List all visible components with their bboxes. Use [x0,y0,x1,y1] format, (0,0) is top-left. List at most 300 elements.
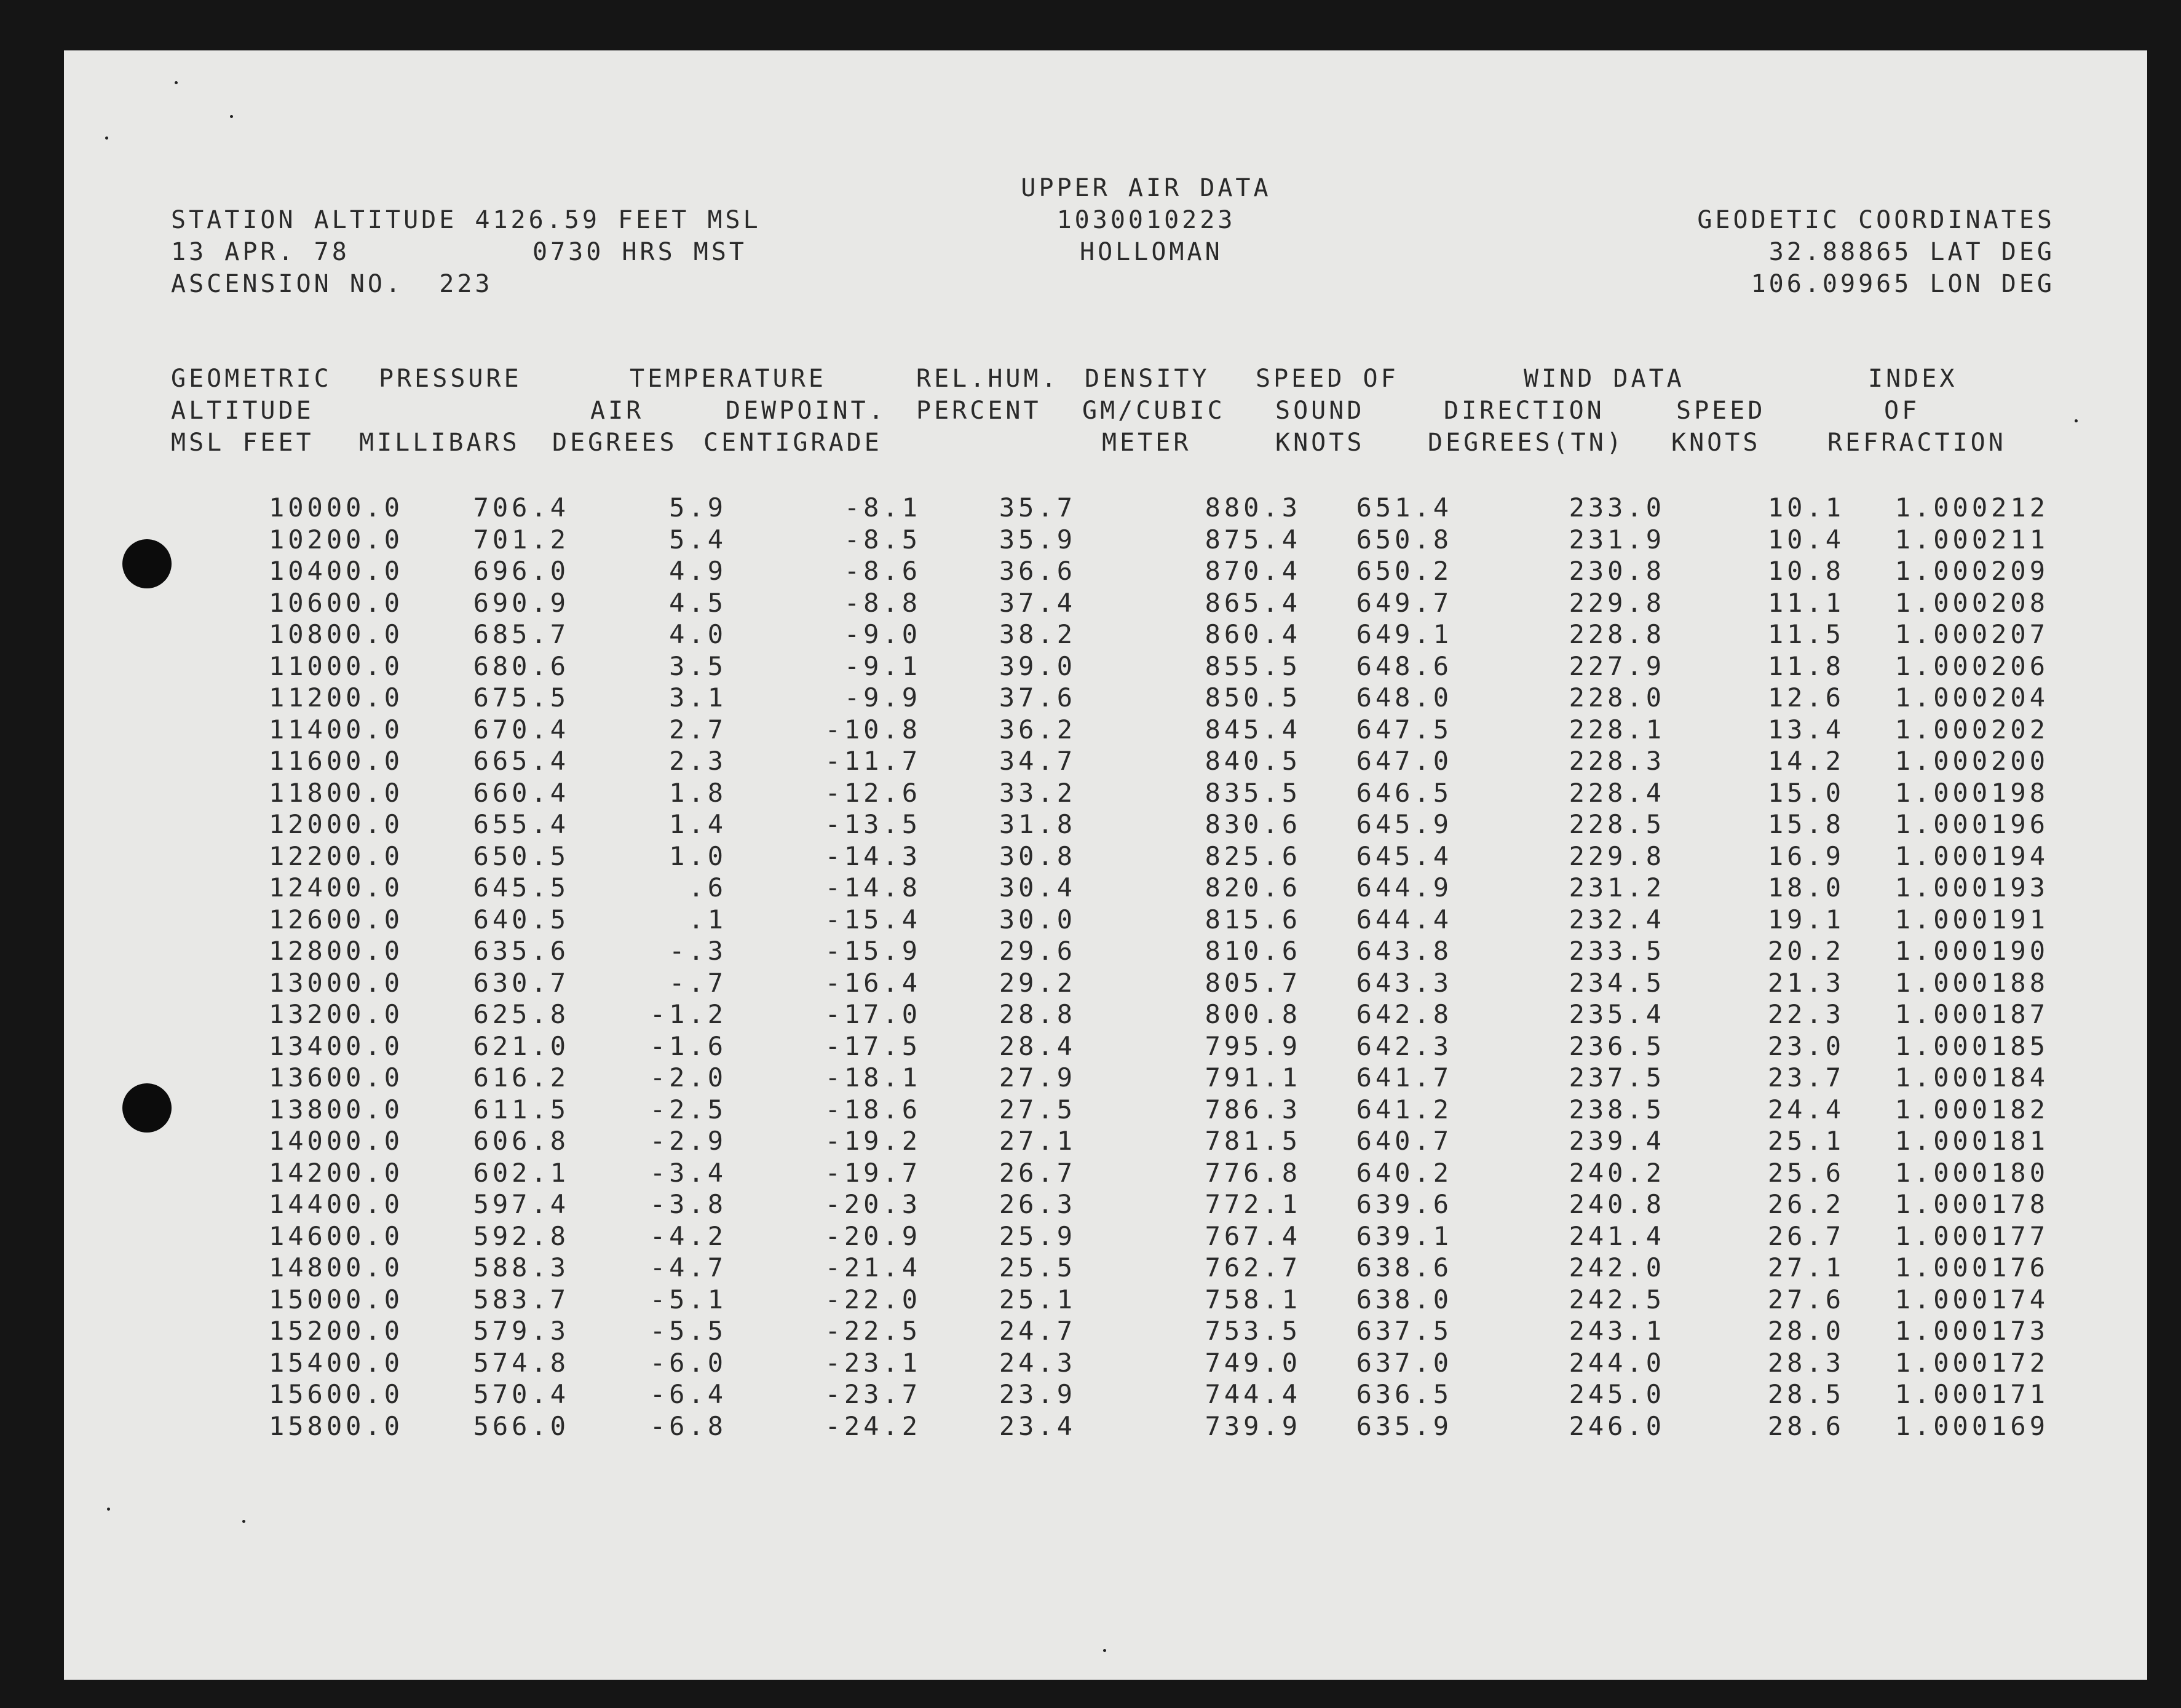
table-cell: 640.5 [473,904,569,935]
document-page [64,50,2147,1680]
document-title: UPPER AIR DATA [1021,174,1272,202]
table-cell: 240.2 [1569,1157,1665,1188]
table-cell: 643.3 [1356,967,1452,998]
table-cell: .6 [688,872,727,903]
table-cell: -23.7 [825,1379,921,1409]
table-cell: 240.8 [1569,1189,1665,1219]
table-cell: 10.1 [1767,492,1845,523]
table-cell: -4.2 [649,1220,727,1251]
longitude: 106.09965 LON DEG [1751,270,2055,298]
table-cell: 680.6 [473,650,569,681]
table-cell: 24.3 [999,1347,1076,1378]
table-cell: 12000.0 [268,809,403,839]
table-cell: 749.0 [1205,1347,1301,1378]
table-cell: 637.5 [1356,1316,1452,1346]
table-cell: 23.7 [1767,1062,1845,1093]
table-cell: 30.0 [999,904,1076,935]
table-cell: 234.5 [1569,967,1665,998]
table-cell: 233.0 [1569,492,1665,523]
table-cell: 14200.0 [268,1157,403,1188]
table-cell: 835.5 [1205,777,1301,808]
table-cell: 830.6 [1205,809,1301,839]
table-cell: -3.8 [649,1189,727,1219]
table-cell: 875.4 [1205,524,1301,555]
dewpoint-column [825,492,921,1442]
table-cell: -1.6 [649,1030,727,1061]
table-cell: 621.0 [473,1030,569,1061]
table-cell: -8.5 [844,524,921,555]
table-cell: 237.5 [1569,1062,1665,1093]
table-cell: 12.6 [1767,682,1845,713]
table-cell: 706.4 [473,492,569,523]
table-cell: 646.5 [1356,777,1452,808]
table-cell: 230.8 [1569,556,1665,586]
table-cell: 810.6 [1205,936,1301,966]
table-cell: 840.5 [1205,746,1301,776]
speck [242,1520,245,1523]
table-cell: 795.9 [1205,1030,1301,1061]
table-cell: 15200.0 [268,1316,403,1346]
table-cell: 772.1 [1205,1189,1301,1219]
table-cell: 645.5 [473,872,569,903]
wind-direction-column [1569,492,1665,1442]
table-cell: 635.6 [473,936,569,966]
table-cell: 231.9 [1569,524,1665,555]
table-cell: 11.1 [1767,587,1845,618]
table-cell: 870.4 [1205,556,1301,586]
table-cell: 638.6 [1356,1252,1452,1283]
table-cell: 238.5 [1569,1094,1665,1125]
density-header-line1: DENSITY [1085,365,1210,393]
temperature-header: TEMPERATURE [630,365,826,393]
speck [107,1508,110,1511]
table-cell: 13600.0 [268,1062,403,1093]
wind-data-header: WIND DATA [1524,365,1685,393]
table-cell: -15.9 [825,936,921,966]
report-date: 13 APR. 78 [171,238,350,266]
pressure-header-line3: MILLIBARS [359,429,520,457]
table-cell: 1.000207 [1894,619,2049,649]
table-cell: 1.000191 [1894,904,2049,935]
table-cell: 665.4 [473,746,569,776]
table-cell: 23.0 [1767,1030,1845,1061]
table-cell: 638.0 [1356,1284,1452,1315]
table-cell: 753.5 [1205,1316,1301,1346]
table-cell: 26.2 [1767,1189,1845,1219]
table-cell: 5.4 [669,524,727,555]
table-cell: 31.8 [999,809,1076,839]
table-cell: -4.7 [649,1252,727,1283]
table-cell: 27.9 [999,1062,1076,1093]
table-cell: 12200.0 [268,840,403,871]
table-cell: -18.6 [825,1094,921,1125]
table-cell: 229.8 [1569,587,1665,618]
table-cell: 24.4 [1767,1094,1845,1125]
table-cell: 29.6 [999,936,1076,966]
table-cell: 13000.0 [268,967,403,998]
table-cell: 33.2 [999,777,1076,808]
refraction-column [1895,492,2049,1442]
table-cell: 228.3 [1569,746,1665,776]
table-cell: 639.6 [1356,1189,1452,1219]
table-cell: 10800.0 [268,619,403,649]
table-cell: 648.0 [1356,682,1452,713]
table-cell: 36.2 [999,714,1076,745]
table-cell: 5.9 [669,492,727,523]
table-cell: 37.6 [999,682,1076,713]
table-cell: 1.000194 [1894,840,2049,871]
table-cell: 574.8 [473,1347,569,1378]
table-cell: 23.4 [999,1410,1076,1441]
table-cell: -21.4 [825,1252,921,1283]
table-cell: -14.3 [825,840,921,871]
table-cell: 244.0 [1569,1347,1665,1378]
table-cell: 820.6 [1205,872,1301,903]
table-cell: 10400.0 [268,556,403,586]
table-cell: 855.5 [1205,650,1301,681]
table-cell: 12400.0 [268,872,403,903]
table-cell: 28.3 [1767,1347,1845,1378]
table-cell: 13800.0 [268,1094,403,1125]
wind-speed-column [1768,492,1845,1442]
dewpoint-header-line2: CENTIGRADE [703,429,882,457]
table-cell: 39.0 [999,650,1076,681]
table-cell: -22.0 [825,1284,921,1315]
table-cell: 20.2 [1767,936,1845,966]
table-cell: -2.5 [649,1094,727,1125]
table-cell: 1.4 [669,809,727,839]
table-cell: 229.8 [1569,840,1665,871]
direction-header-line2: DEGREES(TN) [1428,429,1625,457]
table-cell: 825.6 [1205,840,1301,871]
table-cell: 800.8 [1205,999,1301,1029]
table-cell: 1.000190 [1894,936,2049,966]
table-cell: -10.8 [825,714,921,745]
table-cell: 650.8 [1356,524,1452,555]
table-cell: 616.2 [473,1062,569,1093]
table-cell: 18.0 [1767,872,1845,903]
table-cell: 2.7 [669,714,727,745]
table-cell: 12600.0 [268,904,403,935]
sound-header-line2: SOUND [1275,397,1365,425]
table-cell: -17.0 [825,999,921,1029]
table-cell: 15.0 [1767,777,1845,808]
table-cell: 845.4 [1205,714,1301,745]
document-id: 1030010223 [1056,206,1236,234]
table-cell: 26.7 [1767,1220,1845,1251]
sound-header-line3: KNOTS [1275,429,1365,457]
table-cell: 690.9 [473,587,569,618]
table-cell: -6.0 [649,1347,727,1378]
table-cell: 1.000172 [1894,1347,2049,1378]
geodetic-title: GEODETIC COORDINATES [1697,206,2055,234]
table-cell: 805.7 [1205,967,1301,998]
table-cell: 643.8 [1356,936,1452,966]
table-cell: 28.0 [1767,1316,1845,1346]
location: HOLLOMAN [1080,238,1223,266]
table-cell: 1.000180 [1894,1157,2049,1188]
table-cell: 1.000206 [1894,650,2049,681]
table-cell: 236.5 [1569,1030,1665,1061]
table-cell: 644.9 [1356,872,1452,903]
table-cell: -6.8 [649,1410,727,1441]
altitude-header-line1: GEOMETRIC [171,365,332,393]
wind-speed-header-line1: SPEED [1676,397,1766,425]
table-cell: -15.4 [825,904,921,935]
table-cell: 228.5 [1569,809,1665,839]
table-cell: 4.0 [669,619,727,649]
table-cell: 13.4 [1767,714,1845,745]
refraction-header-line1: INDEX [1868,365,1958,393]
table-cell: 22.3 [1767,999,1845,1029]
pressure-header-line1: PRESSURE [379,365,522,393]
table-cell: -.3 [669,936,727,966]
table-cell: 636.5 [1356,1379,1452,1409]
table-cell: 27.6 [1767,1284,1845,1315]
speck [105,136,108,140]
air-header-line2: DEGREES [552,429,678,457]
speck [230,115,233,118]
table-cell: 1.000177 [1894,1220,2049,1251]
table-cell: 880.3 [1205,492,1301,523]
table-cell: -24.2 [825,1410,921,1441]
table-cell: 647.0 [1356,746,1452,776]
table-cell: -9.9 [844,682,921,713]
table-cell: 28.8 [999,999,1076,1029]
table-cell: 26.3 [999,1189,1076,1219]
table-cell: 15000.0 [268,1284,403,1315]
table-cell: -3.4 [649,1157,727,1188]
table-cell: 37.4 [999,587,1076,618]
table-cell: 1.000196 [1894,809,2049,839]
table-cell: 30.8 [999,840,1076,871]
table-cell: 21.3 [1767,967,1845,998]
punch-hole-bottom [122,1083,172,1133]
table-cell: 4.5 [669,587,727,618]
table-cell: -8.1 [844,492,921,523]
table-cell: 245.0 [1569,1379,1665,1409]
table-cell: 696.0 [473,556,569,586]
table-cell: 235.4 [1569,999,1665,1029]
table-cell: 860.4 [1205,619,1301,649]
table-cell: -2.9 [649,1126,727,1156]
table-cell: 1.000200 [1894,746,2049,776]
table-cell: -2.0 [649,1062,727,1093]
table-cell: 16.9 [1767,840,1845,871]
table-cell: 650.5 [473,840,569,871]
table-cell: 625.8 [473,999,569,1029]
table-cell: 242.0 [1569,1252,1665,1283]
table-cell: -5.5 [649,1316,727,1346]
table-cell: -17.5 [825,1030,921,1061]
table-cell: 1.000209 [1894,556,2049,586]
table-cell: 1.000173 [1894,1316,2049,1346]
table-cell: 10.4 [1767,524,1845,555]
table-cell: -22.5 [825,1316,921,1346]
table-cell: 647.5 [1356,714,1452,745]
table-cell: 606.8 [473,1126,569,1156]
table-cell: 25.6 [1767,1157,1845,1188]
table-cell: 776.8 [1205,1157,1301,1188]
table-cell: 739.9 [1205,1410,1301,1441]
table-cell: 1.000182 [1894,1094,2049,1125]
speck [175,81,178,84]
altitude-column [269,492,403,1442]
table-cell: 1.000169 [1894,1410,2049,1441]
table-cell: 758.1 [1205,1284,1301,1315]
table-cell: 815.6 [1205,904,1301,935]
table-cell: -1.2 [649,999,727,1029]
table-cell: 1.000184 [1894,1062,2049,1093]
speck [2075,419,2078,422]
air-temp-column [650,492,727,1442]
table-cell: 2.3 [669,746,727,776]
table-cell: 1.000202 [1894,714,2049,745]
report-time: 0730 HRS MST [532,238,747,266]
refraction-header-line2: OF [1884,397,1920,425]
table-cell: 25.1 [1767,1126,1845,1156]
table-cell: 11600.0 [268,746,403,776]
table-cell: 1.000188 [1894,967,2049,998]
table-cell: 13200.0 [268,999,403,1029]
table-cell: 649.1 [1356,619,1452,649]
table-cell: 1.000211 [1894,524,2049,555]
relhum-header-line1: REL.HUM. [916,365,1059,393]
table-cell: 1.000208 [1894,587,2049,618]
table-cell: .1 [688,904,727,935]
table-cell: 1.000174 [1894,1284,2049,1315]
table-cell: 1.8 [669,777,727,808]
table-cell: -11.7 [825,746,921,776]
table-cell: 1.000181 [1894,1126,2049,1156]
table-cell: 29.2 [999,967,1076,998]
table-cell: 1.000212 [1894,492,2049,523]
table-cell: 10200.0 [268,524,403,555]
table-cell: 15400.0 [268,1347,403,1378]
table-cell: 28.4 [999,1030,1076,1061]
air-header-line1: AIR [590,397,644,425]
table-cell: 660.4 [473,777,569,808]
density-column [1205,492,1301,1442]
table-cell: 14800.0 [268,1252,403,1283]
ascension-number: ASCENSION NO. 223 [171,270,493,298]
table-cell: 645.9 [1356,809,1452,839]
sound-speed-column [1356,492,1452,1442]
table-cell: 24.7 [999,1316,1076,1346]
table-cell: 35.9 [999,524,1076,555]
table-cell: 701.2 [473,524,569,555]
table-cell: 744.4 [1205,1379,1301,1409]
table-cell: 1.000171 [1894,1379,2049,1409]
table-cell: 10.8 [1767,556,1845,586]
table-cell: 640.7 [1356,1126,1452,1156]
direction-header-line1: DIRECTION [1444,397,1605,425]
table-cell: 639.1 [1356,1220,1452,1251]
table-cell: 233.5 [1569,936,1665,966]
table-cell: 228.1 [1569,714,1665,745]
table-cell: 25.5 [999,1252,1076,1283]
table-cell: -14.8 [825,872,921,903]
table-cell: -23.1 [825,1347,921,1378]
table-cell: 228.4 [1569,777,1665,808]
table-cell: 14.2 [1767,746,1845,776]
altitude-header-line2: ALTITUDE [171,397,314,425]
pressure-column [473,492,569,1442]
table-cell: 570.4 [473,1379,569,1409]
table-cell: 11000.0 [268,650,403,681]
density-header-line3: METER [1102,429,1192,457]
table-cell: -5.1 [649,1284,727,1315]
table-cell: -8.6 [844,556,921,586]
table-cell: 635.9 [1356,1410,1452,1441]
table-cell: 38.2 [999,619,1076,649]
speck [1103,1649,1106,1652]
table-cell: 675.5 [473,682,569,713]
table-cell: 645.4 [1356,840,1452,871]
table-cell: -20.9 [825,1220,921,1251]
table-cell: 15800.0 [268,1410,403,1441]
table-cell: 228.0 [1569,682,1665,713]
table-cell: 241.4 [1569,1220,1665,1251]
table-cell: 640.2 [1356,1157,1452,1188]
table-cell: 246.0 [1569,1410,1665,1441]
table-cell: 243.1 [1569,1316,1665,1346]
table-cell: 1.0 [669,840,727,871]
table-cell: 10600.0 [268,587,403,618]
table-cell: 651.4 [1356,492,1452,523]
table-cell: 602.1 [473,1157,569,1188]
table-cell: 685.7 [473,619,569,649]
table-cell: 579.3 [473,1316,569,1346]
station-altitude: STATION ALTITUDE 4126.59 FEET MSL [171,206,761,234]
table-cell: 36.6 [999,556,1076,586]
table-cell: 19.1 [1767,904,1845,935]
table-cell: 14000.0 [268,1126,403,1156]
table-cell: 641.7 [1356,1062,1452,1093]
dewpoint-header-line1: DEWPOINT. [726,397,887,425]
table-cell: 630.7 [473,967,569,998]
table-cell: -16.4 [825,967,921,998]
table-cell: 35.7 [999,492,1076,523]
table-cell: 786.3 [1205,1094,1301,1125]
table-cell: 239.4 [1569,1126,1665,1156]
table-cell: -13.5 [825,809,921,839]
table-cell: -19.7 [825,1157,921,1188]
latitude: 32.88865 LAT DEG [1768,238,2055,266]
table-cell: -19.2 [825,1126,921,1156]
table-cell: -20.3 [825,1189,921,1219]
table-cell: 27.5 [999,1094,1076,1125]
table-cell: 670.4 [473,714,569,745]
table-cell: 14600.0 [268,1220,403,1251]
table-cell: 28.6 [1767,1410,1845,1441]
table-cell: 597.4 [473,1189,569,1219]
table-cell: 26.7 [999,1157,1076,1188]
altitude-header-line3: MSL FEET [171,429,314,457]
table-cell: 25.9 [999,1220,1076,1251]
table-cell: 30.4 [999,872,1076,903]
table-cell: 27.1 [1767,1252,1845,1283]
table-cell: 242.5 [1569,1284,1665,1315]
table-cell: 650.2 [1356,556,1452,586]
table-cell: 28.5 [1767,1379,1845,1409]
table-cell: 1.000176 [1894,1252,2049,1283]
table-cell: 655.4 [473,809,569,839]
table-cell: 25.1 [999,1284,1076,1315]
table-cell: 11200.0 [268,682,403,713]
table-cell: 566.0 [473,1410,569,1441]
punch-hole-top [122,539,172,588]
